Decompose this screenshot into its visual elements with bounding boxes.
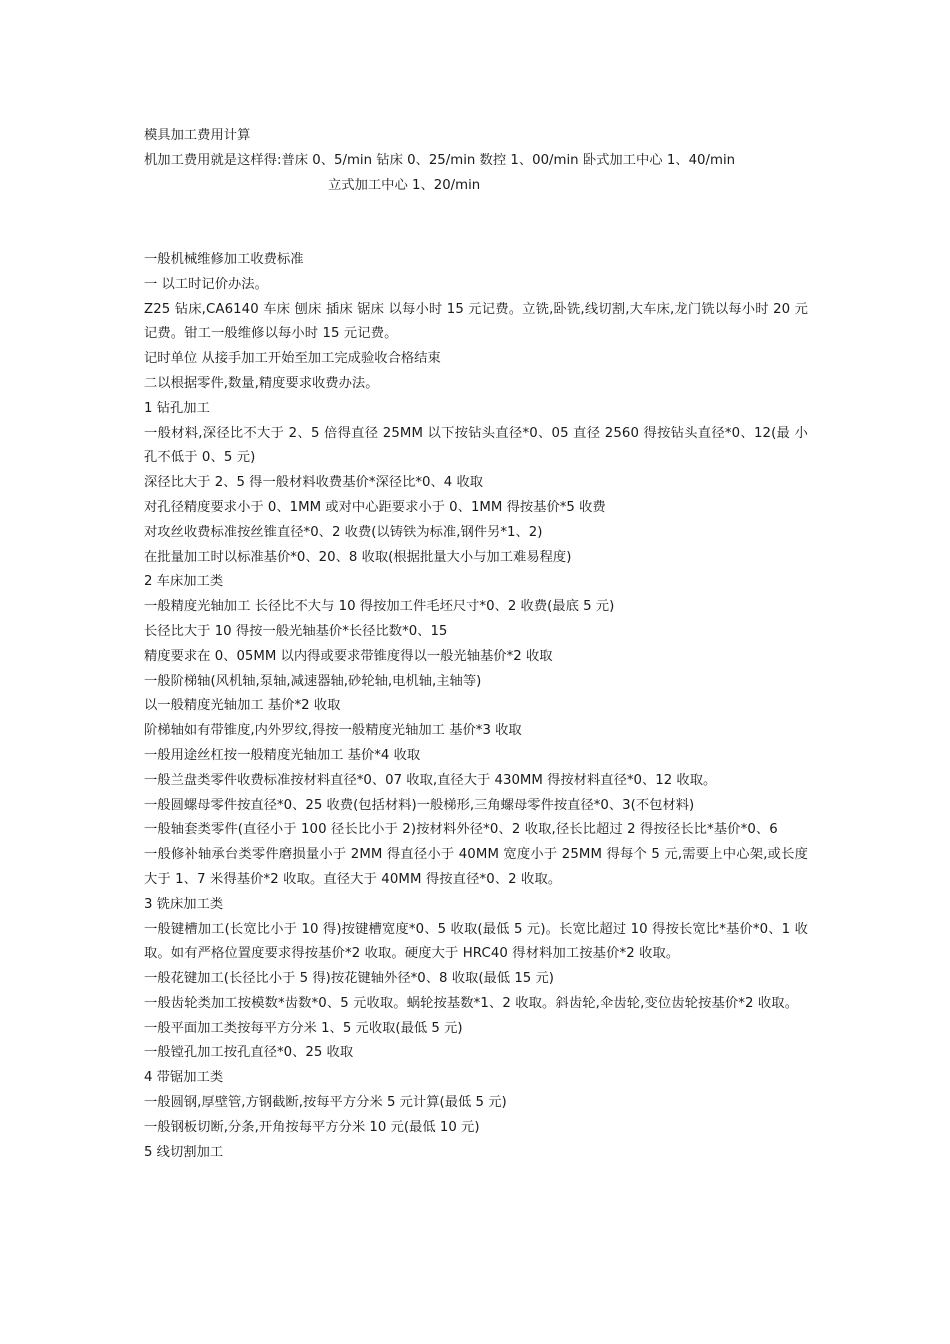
paragraph: 一般钢板切断,分条,开角按每平方分米 10 元(最低 10 元): [144, 1119, 480, 1135]
blank-gap: [144, 198, 808, 248]
paragraph: 深径比大于 2、5 得一般材料收费基价*深径比*0、4 收取: [144, 475, 484, 491]
doc-title: 模具加工费用计算: [144, 128, 251, 143]
paragraph: Z25 钻床,CA6140 车床 刨床 插床 锯床 以每小时 15 元记费。立铣,卧铣,线切割,大车床,龙门铣以每小时 20 元记费。钳工一般维修以每小时 15 元记费。: [144, 301, 808, 342]
paragraph: 一般轴套类零件(直径小于 100 径长比小于 2)按材料外径*0、2 收取,径长比超过 2 得按径长比*基价*0、6: [144, 822, 778, 838]
paragraph: 一般圆钢,厚壁管,方钢截断,按每平方分米 5 元计算(最低 5 元): [144, 1095, 507, 1111]
paragraph: 一般镗孔加工按孔直径*0、25 收取: [144, 1045, 354, 1061]
subsection-heading: 2 车床加工类: [144, 574, 224, 590]
paragraph: 一般用途丝杠按一般精度光轴加工 基价*4 收取: [144, 747, 421, 763]
paragraph: 一般花键加工(长径比小于 5 得)按花键轴外径*0、8 收取(最低 15 元): [144, 971, 554, 987]
paragraph: 一般材料,深径比不大于 2、5 倍得直径 25MM 以下按钻头直径*0、05 直径 2560 得按钻头直径*0、12(最 小孔不低于 0、5 元): [144, 425, 808, 466]
paragraph: 一般圆螺母零件按直径*0、25 收费(包括材料)一般梯形,三角螺母零件按直径*0、3(不包材料): [144, 797, 695, 813]
paragraph: 精度要求在 0、05MM 以内得或要求带锥度得以一般光轴基价*2 收取: [144, 648, 553, 664]
paragraph: 阶梯轴如有带锥度,内外罗纹,得按一般精度光轴加工 基价*3 收取: [144, 723, 522, 739]
subsection-heading: 5 线切割加工: [144, 1144, 224, 1160]
paragraph: 记时单位 从接手加工开始至加工完成验收合格结束: [144, 351, 441, 367]
paragraph: 长径比大于 10 得按一般光轴基价*长径比数*0、15: [144, 623, 448, 639]
document-body: [144, 124, 808, 1165]
paragraph: 一般平面加工类按每平方分米 1、5 元收取(最低 5 元): [144, 1020, 463, 1036]
intro-line-1: 机加工费用就是这样得:普床 0、5/min 钻床 0、25/min 数控 1、00/min 卧式加工中心 1、40/min: [144, 152, 736, 168]
paragraph: 一般精度光轴加工 长径比不大与 10 得按加工件毛坯尺寸*0、2 收费(最底 5 元): [144, 599, 615, 615]
paragraph: 对孔径精度要求小于 0、1MM 或对中心距要求小于 0、1MM 得按基价*5 收费: [144, 499, 606, 515]
paragraph: 以一般精度光轴加工 基价*2 收取: [144, 698, 341, 714]
subsection-heading: 3 铣床加工类: [144, 896, 224, 912]
paragraph: 一般修补轴承台类零件磨损量小于 2MM 得直径小于 40MM 宽度小于 25MM 得每个 5 元,需要上中心架,或长度大于 1、7 米得基价*2 收取。直径大于 40MM 得按直径*0、2 收取。: [144, 847, 808, 887]
paragraph: 一般阶梯轴(风机轴,泵轴,减速器轴,砂轮轴,电机轴,主轴等): [144, 673, 482, 689]
paragraph: 一般键槽加工(长宽比小于 10 得)按键槽宽度*0、5 收取(最低 5 元)。长宽比超过 10 得按长宽比*基价*0、1 收取。如有严格位置度要求得按基价*2 收取。硬度大于 HRC40 得材料加工按基价*2 收取。: [144, 921, 808, 962]
paragraph: 一般兰盘类零件收费标准按材料直径*0、07 收取,直径大于 430MM 得按材料直径*0、12 收取。: [144, 772, 717, 788]
subsection-heading: 4 带锯加工类: [144, 1070, 224, 1086]
subsection-heading: 1 钻孔加工: [144, 400, 210, 416]
paragraph: 二以根据零件,数量,精度要求收费办法。: [144, 375, 379, 391]
section-title: 一般机械维修加工收费标准: [144, 251, 304, 267]
intro-line-2: 立式加工中心 1、20/min: [328, 177, 481, 193]
paragraph: 在批量加工时以标准基价*0、20、8 收取(根据批量大小与加工难易程度): [144, 549, 572, 565]
paragraph: 一 以工时记价办法。: [144, 276, 268, 292]
paragraph: 对攻丝收费标准按丝锥直径*0、2 收费(以铸铁为标准,钢件另*1、2): [144, 524, 543, 540]
paragraph: 一般齿轮类加工按模数*齿数*0、5 元收取。蜗轮按基数*1、2 收取。斜齿轮,伞齿轮,变位齿轮按基价*2 收取。: [144, 995, 799, 1011]
